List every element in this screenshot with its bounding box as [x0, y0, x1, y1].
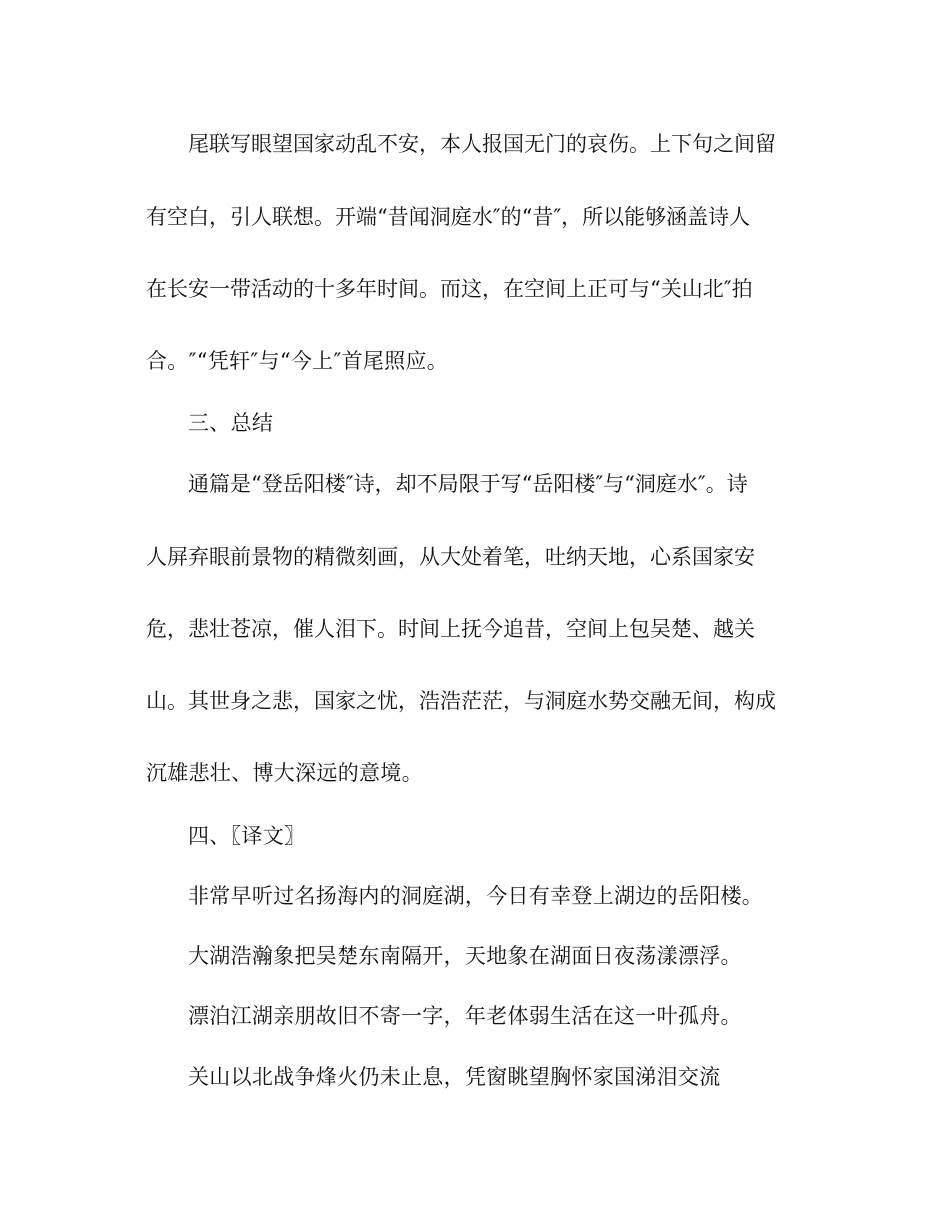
translation-line-3: 漂泊江湖亲朋故旧不寄一字，年老体弱生活在这一叶孤舟。	[188, 1004, 742, 1028]
paragraph-line-7: 人屏弃眼前景物的精微刻画，从大处着笔，吐纳天地，心系国家安	[146, 545, 755, 569]
paragraph-line-9: 山。其世身之悲，国家之忧，浩浩茫茫，与洞庭水势交融无间，构成	[146, 689, 776, 713]
paragraph-line-1: 尾联写眼望国家动乱不安，本人报国无门的哀伤。上下句之间留	[188, 132, 776, 156]
translation-line-1: 非常早听过名扬海内的洞庭湖，今日有幸登上湖边的岳阳楼。	[188, 884, 764, 908]
section-heading-summary: 三、总结	[188, 411, 274, 435]
paragraph-line-8: 危，悲壮苍凉，催人泪下。时间上抚今追昔，空间上包吴楚、越关	[146, 617, 755, 641]
paragraph-line-2: 有空白，引人联想。开端“昔闻洞庭水″的“昔″，所以能够涵盖诗人	[146, 205, 751, 229]
paragraph-line-6: 通篇是“登岳阳楼″诗，却不局限于写“岳阳楼″与“洞庭水″。诗	[188, 472, 748, 496]
translation-line-2: 大湖浩瀚象把吴楚东南隔开，天地象在湖面日夜荡漾漂浮。	[188, 944, 742, 968]
paragraph-line-10: 沉雄悲壮、博大深远的意境。	[146, 761, 423, 785]
section-heading-translation: 四、〖译文〗	[188, 824, 306, 848]
paragraph-line-3: 在长安一带活动的十多年时间。而这，在空间上正可与“关山北″拍	[146, 277, 753, 301]
translation-line-4: 关山以北战争烽火仍未止息，凭窗眺望胸怀家国涕泪交流	[188, 1065, 721, 1089]
paragraph-line-4: 合。″“凭轩″与“今上″首尾照应。	[146, 349, 449, 373]
